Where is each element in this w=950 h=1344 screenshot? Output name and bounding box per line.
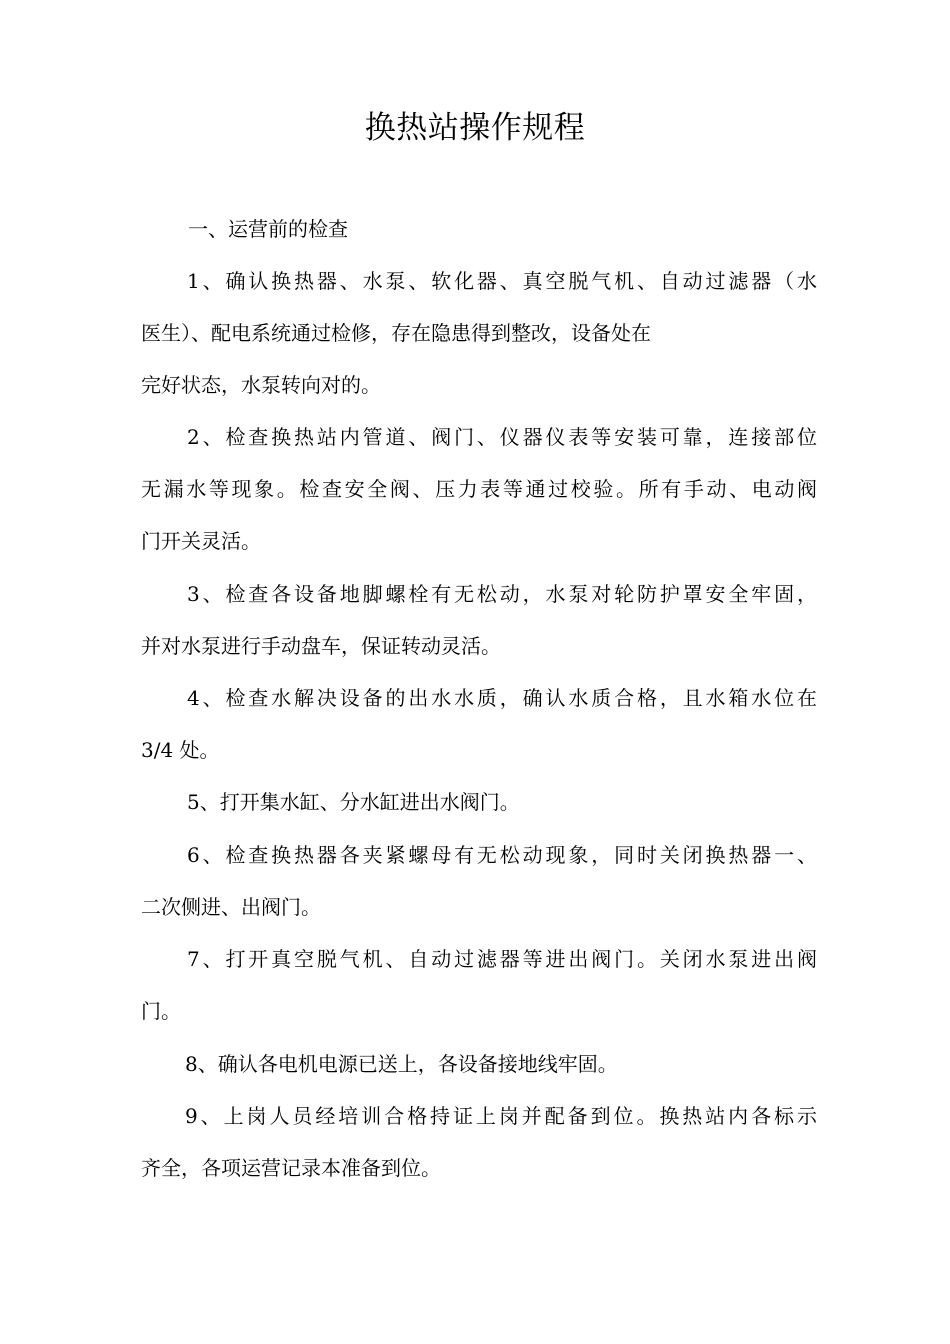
paragraph-line: 二次侧进、出阀门。	[141, 895, 321, 919]
paragraph-line: 医生）、配电系统通过检修，存在隐患得到整改，设备处在	[141, 321, 651, 345]
paragraph-line: 8、确认各电机电源已送上，各设备接地线牢固。	[185, 1052, 618, 1076]
paragraph-line: 9、上岗人员经培训合格持证上岗并配备到位。换热站内各标示	[185, 1104, 817, 1128]
paragraph-line: 5、打开集水缸、分水缸进出水阀门。	[187, 790, 520, 814]
paragraph-line: 3、检查各设备地脚螺栓有无松动，水泵对轮防护罩安全牢固，	[187, 582, 817, 606]
paragraph-line: 3/4 处。	[141, 738, 220, 762]
paragraph-line: 7、打开真空脱气机、自动过滤器等进出阀门。关闭水泵进出阀	[187, 947, 817, 971]
paragraph-line: 6、检查换热器各夹紧螺母有无松动现象，同时关闭换热器一、	[187, 843, 817, 867]
paragraph-line: 完好状态，水泵转向对的。	[141, 373, 381, 397]
paragraph-line: 门。	[141, 999, 181, 1023]
paragraph-line: 2、检查换热站内管道、阀门、仪器仪表等安装可靠，连接部位	[187, 425, 817, 449]
paragraph-line: 4、检查水解决设备的出水水质，确认水质合格，且水箱水位在	[187, 686, 817, 710]
document-title: 换热站操作规程	[364, 110, 586, 146]
paragraph-line: 齐全，各项运营记录本准备到位。	[141, 1156, 441, 1180]
paragraph-line: 1、确认换热器、水泵、软化器、真空脱气机、自动过滤器（水	[187, 269, 817, 293]
paragraph-line: 无漏水等现象。检查安全阀、压力表等通过校验。所有手动、电动阀	[141, 477, 817, 501]
paragraph-line: 并对水泵进行手动盘车，保证转动灵活。	[141, 634, 501, 658]
section-heading: 一、运营前的检查	[188, 217, 348, 241]
paragraph-line: 门开关灵活。	[141, 529, 261, 553]
